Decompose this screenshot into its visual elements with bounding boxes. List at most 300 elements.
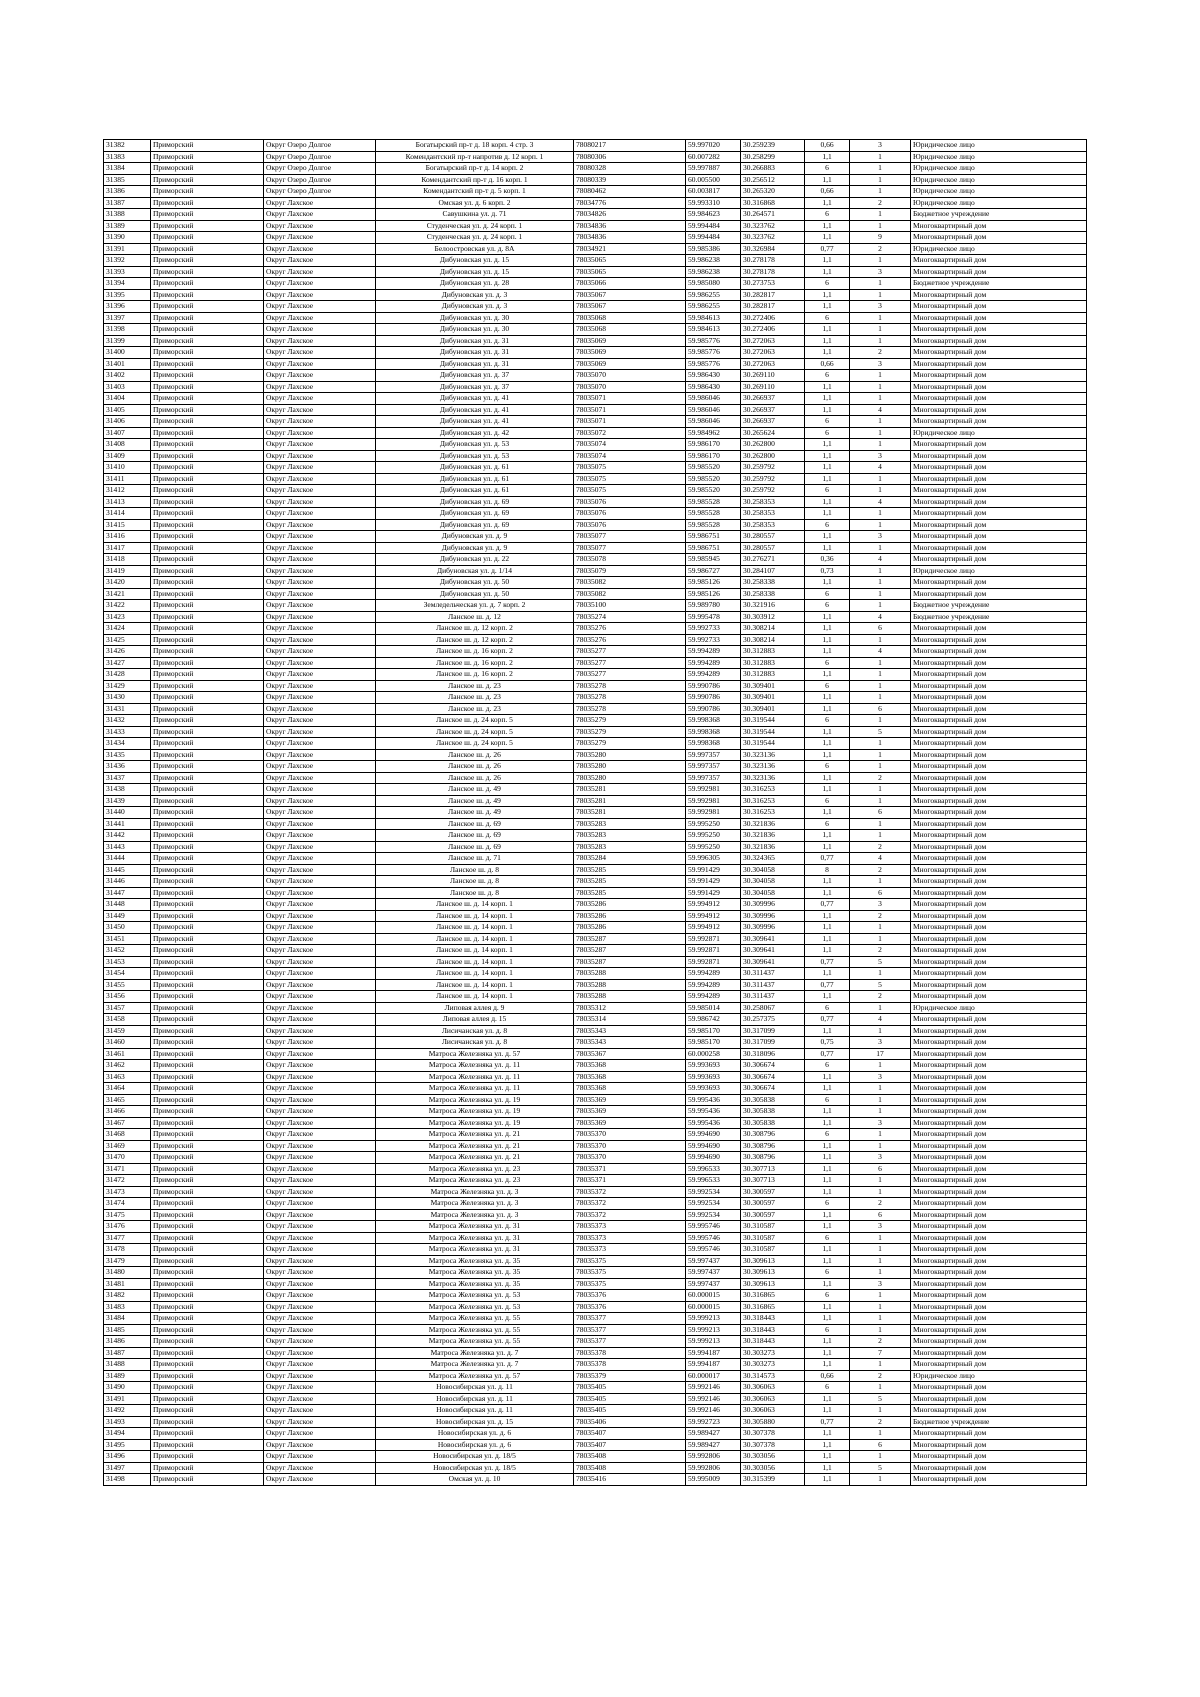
cell-code: 78035287 — [574, 933, 686, 945]
cell-record-id: 31472 — [104, 1175, 151, 1187]
cell-quantity: 17 — [850, 1048, 911, 1060]
cell-longitude: 30.318443 — [741, 1324, 805, 1336]
cell-code: 78035408 — [574, 1451, 686, 1463]
cell-volume: 1,1 — [805, 945, 850, 957]
cell-municipality: Округ Лахское — [264, 1002, 376, 1014]
cell-latitude: 59.992871 — [686, 956, 741, 968]
cell-quantity: 2 — [850, 864, 911, 876]
cell-quantity: 1 — [850, 1083, 911, 1095]
table-row — [104, 680, 1087, 692]
cell-owner-type: Многоквартирный дом — [911, 1382, 1087, 1394]
cell-quantity: 4 — [850, 611, 911, 623]
cell-volume: 1,1 — [805, 1336, 850, 1348]
cell-code: 78035082 — [574, 577, 686, 589]
table-row — [104, 335, 1087, 347]
table-row — [104, 1267, 1087, 1279]
cell-owner-type: Юридическое лицо — [911, 174, 1087, 186]
cell-longitude: 30.319544 — [741, 738, 805, 750]
cell-quantity: 1 — [850, 1186, 911, 1198]
cell-latitude: 59.994187 — [686, 1359, 741, 1371]
cell-volume: 6 — [805, 370, 850, 382]
cell-address: Дибуновская ул. д. 53 — [376, 439, 574, 451]
cell-record-id: 31457 — [104, 1002, 151, 1014]
cell-code: 78035312 — [574, 1002, 686, 1014]
cell-district: Приморский — [151, 922, 264, 934]
cell-latitude: 59.984623 — [686, 209, 741, 221]
cell-record-id: 31386 — [104, 186, 151, 198]
cell-latitude: 59.995436 — [686, 1094, 741, 1106]
cell-code: 78035405 — [574, 1405, 686, 1417]
cell-owner-type: Многоквартирный дом — [911, 519, 1087, 531]
cell-record-id: 31403 — [104, 381, 151, 393]
cell-district: Приморский — [151, 1313, 264, 1325]
cell-latitude: 59.992534 — [686, 1186, 741, 1198]
cell-code: 78035372 — [574, 1186, 686, 1198]
cell-address: Комендантский пр-т д. 5 корп. 1 — [376, 186, 574, 198]
cell-district: Приморский — [151, 646, 264, 658]
table-row — [104, 623, 1087, 635]
cell-municipality: Округ Лахское — [264, 577, 376, 589]
cell-owner-type: Многоквартирный дом — [911, 324, 1087, 336]
cell-longitude: 30.303273 — [741, 1359, 805, 1371]
table-row — [104, 956, 1087, 968]
cell-code: 78035286 — [574, 899, 686, 911]
cell-owner-type: Многоквартирный дом — [911, 1232, 1087, 1244]
cell-quantity: 1 — [850, 588, 911, 600]
cell-code: 78035379 — [574, 1370, 686, 1382]
cell-quantity: 9 — [850, 232, 911, 244]
cell-quantity: 1 — [850, 830, 911, 842]
cell-municipality: Округ Лахское — [264, 899, 376, 911]
table-row — [104, 519, 1087, 531]
cell-owner-type: Многоквартирный дом — [911, 1267, 1087, 1279]
cell-owner-type: Многоквартирный дом — [911, 991, 1087, 1003]
table-row — [104, 1428, 1087, 1440]
cell-municipality: Округ Лахское — [264, 1209, 376, 1221]
cell-volume: 1,1 — [805, 450, 850, 462]
cell-latitude: 59.986430 — [686, 370, 741, 382]
cell-quantity: 2 — [850, 772, 911, 784]
cell-address: Матроса Железняка ул. д. 55 — [376, 1324, 574, 1336]
cell-volume: 1,1 — [805, 462, 850, 474]
cell-address: Дибуновская ул. д. 61 — [376, 485, 574, 497]
cell-quantity: 1 — [850, 933, 911, 945]
cell-volume: 6 — [805, 1290, 850, 1302]
cell-municipality: Округ Лахское — [264, 335, 376, 347]
records-table-body — [104, 140, 1087, 1486]
cell-latitude: 59.994289 — [686, 991, 741, 1003]
cell-quantity: 3 — [850, 140, 911, 152]
cell-volume: 6 — [805, 1267, 850, 1279]
cell-municipality: Округ Лахское — [264, 749, 376, 761]
cell-owner-type: Многоквартирный дом — [911, 1474, 1087, 1486]
cell-address: Ланское ш. д. 14 корп. 1 — [376, 922, 574, 934]
cell-quantity: 1 — [850, 577, 911, 589]
cell-longitude: 30.264571 — [741, 209, 805, 221]
cell-district: Приморский — [151, 1209, 264, 1221]
cell-quantity: 2 — [850, 991, 911, 1003]
cell-volume: 1,1 — [805, 1221, 850, 1233]
cell-code: 78035372 — [574, 1198, 686, 1210]
cell-code: 78035071 — [574, 393, 686, 405]
cell-municipality: Округ Лахское — [264, 1071, 376, 1083]
cell-record-id: 31436 — [104, 761, 151, 773]
cell-volume: 0,66 — [805, 358, 850, 370]
cell-owner-type: Многоквартирный дом — [911, 1301, 1087, 1313]
cell-code: 78035375 — [574, 1267, 686, 1279]
cell-municipality: Округ Лахское — [264, 324, 376, 336]
cell-address: Матроса Железняка ул. д. 35 — [376, 1267, 574, 1279]
table-row — [104, 1117, 1087, 1129]
cell-owner-type: Многоквартирный дом — [911, 715, 1087, 727]
cell-municipality: Округ Лахское — [264, 669, 376, 681]
cell-owner-type: Многоквартирный дом — [911, 1048, 1087, 1060]
cell-volume: 6 — [805, 1094, 850, 1106]
table-row — [104, 255, 1087, 267]
table-row — [104, 1405, 1087, 1417]
cell-latitude: 59.999213 — [686, 1324, 741, 1336]
cell-code: 78034776 — [574, 197, 686, 209]
cell-latitude: 59.994912 — [686, 899, 741, 911]
cell-longitude: 30.319544 — [741, 726, 805, 738]
cell-address: Ланское ш. д. 14 корп. 1 — [376, 945, 574, 957]
cell-longitude: 30.305838 — [741, 1117, 805, 1129]
table-row — [104, 140, 1087, 152]
cell-owner-type: Многоквартирный дом — [911, 577, 1087, 589]
cell-record-id: 31431 — [104, 703, 151, 715]
cell-district: Приморский — [151, 1232, 264, 1244]
cell-volume: 8 — [805, 864, 850, 876]
cell-quantity: 1 — [850, 335, 911, 347]
cell-municipality: Округ Озеро Долгое — [264, 174, 376, 186]
cell-quantity: 5 — [850, 1462, 911, 1474]
table-row — [104, 220, 1087, 232]
cell-address: Лисичанская ул. д. 8 — [376, 1037, 574, 1049]
cell-longitude: 30.306063 — [741, 1405, 805, 1417]
cell-quantity: 1 — [850, 669, 911, 681]
cell-district: Приморский — [151, 1140, 264, 1152]
table-row — [104, 1359, 1087, 1371]
cell-longitude: 30.316865 — [741, 1301, 805, 1313]
cell-address: Дибуновская ул. д. 41 — [376, 393, 574, 405]
cell-address: Дибуновская ул. д. 42 — [376, 427, 574, 439]
cell-latitude: 59.990786 — [686, 680, 741, 692]
cell-code: 78035368 — [574, 1083, 686, 1095]
cell-owner-type: Многоквартирный дом — [911, 703, 1087, 715]
cell-volume: 1,1 — [805, 174, 850, 186]
cell-record-id: 31394 — [104, 278, 151, 290]
cell-longitude: 30.312883 — [741, 646, 805, 658]
table-row — [104, 393, 1087, 405]
cell-record-id: 31419 — [104, 565, 151, 577]
cell-volume: 0,73 — [805, 565, 850, 577]
table-row — [104, 761, 1087, 773]
cell-record-id: 31424 — [104, 623, 151, 635]
cell-district: Приморский — [151, 1048, 264, 1060]
cell-address: Ланское ш. д. 26 — [376, 749, 574, 761]
cell-municipality: Округ Лахское — [264, 623, 376, 635]
cell-volume: 1,1 — [805, 968, 850, 980]
cell-latitude: 59.992981 — [686, 807, 741, 819]
cell-record-id: 31418 — [104, 554, 151, 566]
cell-longitude: 30.284107 — [741, 565, 805, 577]
cell-code: 78080462 — [574, 186, 686, 198]
cell-latitude: 59.992806 — [686, 1451, 741, 1463]
cell-latitude: 59.995250 — [686, 841, 741, 853]
cell-owner-type: Многоквартирный дом — [911, 807, 1087, 819]
cell-quantity: 1 — [850, 1255, 911, 1267]
cell-latitude: 59.986255 — [686, 301, 741, 313]
cell-volume: 1,1 — [805, 623, 850, 635]
cell-latitude: 59.986046 — [686, 404, 741, 416]
cell-latitude: 59.997357 — [686, 749, 741, 761]
cell-address: Дибуновская ул. д. 53 — [376, 450, 574, 462]
cell-owner-type: Многоквартирный дом — [911, 1336, 1087, 1348]
cell-municipality: Округ Лахское — [264, 485, 376, 497]
cell-longitude: 30.280557 — [741, 542, 805, 554]
cell-district: Приморский — [151, 1267, 264, 1279]
cell-quantity: 2 — [850, 945, 911, 957]
cell-latitude: 59.994484 — [686, 232, 741, 244]
cell-address: Дибуновская ул. д. 37 — [376, 370, 574, 382]
cell-volume: 6 — [805, 761, 850, 773]
cell-quantity: 1 — [850, 738, 911, 750]
cell-longitude: 30.272406 — [741, 324, 805, 336]
cell-district: Приморский — [151, 726, 264, 738]
cell-longitude: 30.309613 — [741, 1267, 805, 1279]
cell-address: Дибуновская ул. д. 37 — [376, 381, 574, 393]
cell-address: Ланское ш. д. 26 — [376, 772, 574, 784]
cell-latitude: 59.994690 — [686, 1152, 741, 1164]
cell-address: Дибуновская ул. д. 15 — [376, 255, 574, 267]
cell-code: 78034921 — [574, 243, 686, 255]
table-row — [104, 1451, 1087, 1463]
cell-address: Новосибирская ул. д. 11 — [376, 1382, 574, 1394]
table-row — [104, 1025, 1087, 1037]
cell-code: 78035376 — [574, 1290, 686, 1302]
cell-code: 78035408 — [574, 1462, 686, 1474]
cell-owner-type: Многоквартирный дом — [911, 968, 1087, 980]
cell-quantity: 1 — [850, 473, 911, 485]
cell-quantity: 1 — [850, 508, 911, 520]
cell-district: Приморский — [151, 1474, 264, 1486]
table-row — [104, 1014, 1087, 1026]
cell-quantity: 6 — [850, 1439, 911, 1451]
table-row — [104, 830, 1087, 842]
cell-municipality: Округ Лахское — [264, 1474, 376, 1486]
table-row — [104, 1255, 1087, 1267]
cell-municipality: Округ Лахское — [264, 427, 376, 439]
cell-district: Приморский — [151, 1416, 264, 1428]
cell-municipality: Округ Лахское — [264, 1301, 376, 1313]
table-row — [104, 611, 1087, 623]
table-row — [104, 1382, 1087, 1394]
cell-volume: 6 — [805, 416, 850, 428]
cell-quantity: 1 — [850, 715, 911, 727]
table-row — [104, 1002, 1087, 1014]
cell-quantity: 5 — [850, 726, 911, 738]
cell-address: Матроса Железняка ул. д. 3 — [376, 1209, 574, 1221]
cell-address: Дибуновская ул. д. 50 — [376, 588, 574, 600]
cell-volume: 1,1 — [805, 784, 850, 796]
cell-address: Ланское ш. д. 16 корп. 2 — [376, 657, 574, 669]
table-row — [104, 1244, 1087, 1256]
cell-address: Дибуновская ул. д. 22 — [376, 554, 574, 566]
cell-district: Приморский — [151, 577, 264, 589]
cell-municipality: Округ Лахское — [264, 703, 376, 715]
cell-address: Ланское ш. д. 49 — [376, 795, 574, 807]
cell-volume: 1,1 — [805, 577, 850, 589]
cell-record-id: 31420 — [104, 577, 151, 589]
cell-volume: 6 — [805, 818, 850, 830]
cell-address: Матроса Железняка ул. д. 31 — [376, 1244, 574, 1256]
cell-longitude: 30.269110 — [741, 370, 805, 382]
cell-latitude: 59.995746 — [686, 1232, 741, 1244]
cell-record-id: 31481 — [104, 1278, 151, 1290]
cell-longitude: 30.306674 — [741, 1071, 805, 1083]
cell-district: Приморский — [151, 255, 264, 267]
cell-municipality: Округ Лахское — [264, 1232, 376, 1244]
cell-longitude: 30.309401 — [741, 692, 805, 704]
cell-district: Приморский — [151, 1393, 264, 1405]
cell-address: Ланское ш. д. 23 — [376, 680, 574, 692]
cell-code: 78035278 — [574, 703, 686, 715]
cell-volume: 1,1 — [805, 1175, 850, 1187]
cell-latitude: 59.994187 — [686, 1347, 741, 1359]
cell-volume: 1,1 — [805, 473, 850, 485]
cell-record-id: 31409 — [104, 450, 151, 462]
table-row — [104, 427, 1087, 439]
cell-longitude: 30.280557 — [741, 531, 805, 543]
cell-record-id: 31479 — [104, 1255, 151, 1267]
cell-volume: 1,1 — [805, 1347, 850, 1359]
cell-owner-type: Многоквартирный дом — [911, 910, 1087, 922]
cell-quantity: 2 — [850, 910, 911, 922]
cell-municipality: Округ Лахское — [264, 473, 376, 485]
cell-code: 78035369 — [574, 1094, 686, 1106]
cell-record-id: 31445 — [104, 864, 151, 876]
cell-longitude: 30.278178 — [741, 255, 805, 267]
cell-district: Приморский — [151, 634, 264, 646]
cell-district: Приморский — [151, 899, 264, 911]
table-row — [104, 818, 1087, 830]
cell-longitude: 30.303912 — [741, 611, 805, 623]
cell-quantity: 3 — [850, 899, 911, 911]
cell-code: 78035279 — [574, 738, 686, 750]
cell-address: Дибуновская ул. д. 1/14 — [376, 565, 574, 577]
cell-latitude: 59.986238 — [686, 255, 741, 267]
cell-record-id: 31484 — [104, 1313, 151, 1325]
cell-district: Приморский — [151, 1451, 264, 1463]
cell-volume: 6 — [805, 1382, 850, 1394]
cell-latitude: 59.996533 — [686, 1175, 741, 1187]
cell-municipality: Округ Лахское — [264, 853, 376, 865]
cell-latitude: 59.994289 — [686, 968, 741, 980]
cell-municipality: Округ Лахское — [264, 1198, 376, 1210]
cell-record-id: 31441 — [104, 818, 151, 830]
table-row — [104, 439, 1087, 451]
cell-longitude: 30.306674 — [741, 1083, 805, 1095]
cell-volume: 1,1 — [805, 1301, 850, 1313]
cell-code: 78035343 — [574, 1037, 686, 1049]
cell-district: Приморский — [151, 1071, 264, 1083]
cell-owner-type: Многоквартирный дом — [911, 485, 1087, 497]
cell-municipality: Округ Лахское — [264, 692, 376, 704]
cell-latitude: 59.986046 — [686, 393, 741, 405]
cell-latitude: 59.986170 — [686, 439, 741, 451]
cell-owner-type: Многоквартирный дом — [911, 1129, 1087, 1141]
cell-record-id: 31475 — [104, 1209, 151, 1221]
cell-volume: 0,66 — [805, 186, 850, 198]
cell-record-id: 31453 — [104, 956, 151, 968]
cell-volume: 1,1 — [805, 1393, 850, 1405]
cell-volume: 6 — [805, 680, 850, 692]
cell-owner-type: Многоквартирный дом — [911, 1140, 1087, 1152]
cell-address: Дибуновская ул. д. 9 — [376, 531, 574, 543]
cell-quantity: 4 — [850, 1014, 911, 1026]
cell-latitude: 59.998368 — [686, 738, 741, 750]
cell-owner-type: Юридическое лицо — [911, 140, 1087, 152]
cell-latitude: 59.986430 — [686, 381, 741, 393]
cell-owner-type: Многоквартирный дом — [911, 784, 1087, 796]
cell-district: Приморский — [151, 1175, 264, 1187]
cell-code: 78035371 — [574, 1175, 686, 1187]
cell-municipality: Округ Лахское — [264, 968, 376, 980]
cell-volume: 1,1 — [805, 531, 850, 543]
cell-owner-type: Многоквартирный дом — [911, 956, 1087, 968]
cell-longitude: 30.309996 — [741, 910, 805, 922]
cell-latitude: 59.995436 — [686, 1106, 741, 1118]
cell-code: 78035070 — [574, 381, 686, 393]
cell-volume: 6 — [805, 1324, 850, 1336]
cell-record-id: 31444 — [104, 853, 151, 865]
cell-quantity: 1 — [850, 1382, 911, 1394]
table-row — [104, 795, 1087, 807]
cell-district: Приморский — [151, 220, 264, 232]
cell-quantity: 1 — [850, 186, 911, 198]
table-row — [104, 1324, 1087, 1336]
cell-volume: 1,1 — [805, 1359, 850, 1371]
cell-district: Приморский — [151, 278, 264, 290]
cell-latitude: 59.992733 — [686, 623, 741, 635]
cell-quantity: 3 — [850, 1221, 911, 1233]
cell-address: Ланское ш. д. 24 корп. 5 — [376, 726, 574, 738]
cell-volume: 1,1 — [805, 703, 850, 715]
cell-owner-type: Многоквартирный дом — [911, 1290, 1087, 1302]
cell-address: Ланское ш. д. 24 корп. 5 — [376, 715, 574, 727]
cell-owner-type: Многоквартирный дом — [911, 1255, 1087, 1267]
cell-district: Приморский — [151, 1083, 264, 1095]
cell-quantity: 1 — [850, 278, 911, 290]
cell-volume: 6 — [805, 657, 850, 669]
table-row — [104, 841, 1087, 853]
cell-district: Приморский — [151, 761, 264, 773]
cell-owner-type: Многоквартирный дом — [911, 945, 1087, 957]
cell-record-id: 31437 — [104, 772, 151, 784]
cell-quantity: 3 — [850, 1071, 911, 1083]
cell-code: 78080339 — [574, 174, 686, 186]
cell-municipality: Округ Лахское — [264, 1221, 376, 1233]
cell-municipality: Округ Лахское — [264, 1186, 376, 1198]
cell-code: 78035373 — [574, 1244, 686, 1256]
table-row — [104, 232, 1087, 244]
cell-latitude: 59.994289 — [686, 669, 741, 681]
cell-code: 78035283 — [574, 830, 686, 842]
cell-record-id: 31488 — [104, 1359, 151, 1371]
cell-record-id: 31396 — [104, 301, 151, 313]
cell-district: Приморский — [151, 795, 264, 807]
cell-longitude: 30.305880 — [741, 1416, 805, 1428]
